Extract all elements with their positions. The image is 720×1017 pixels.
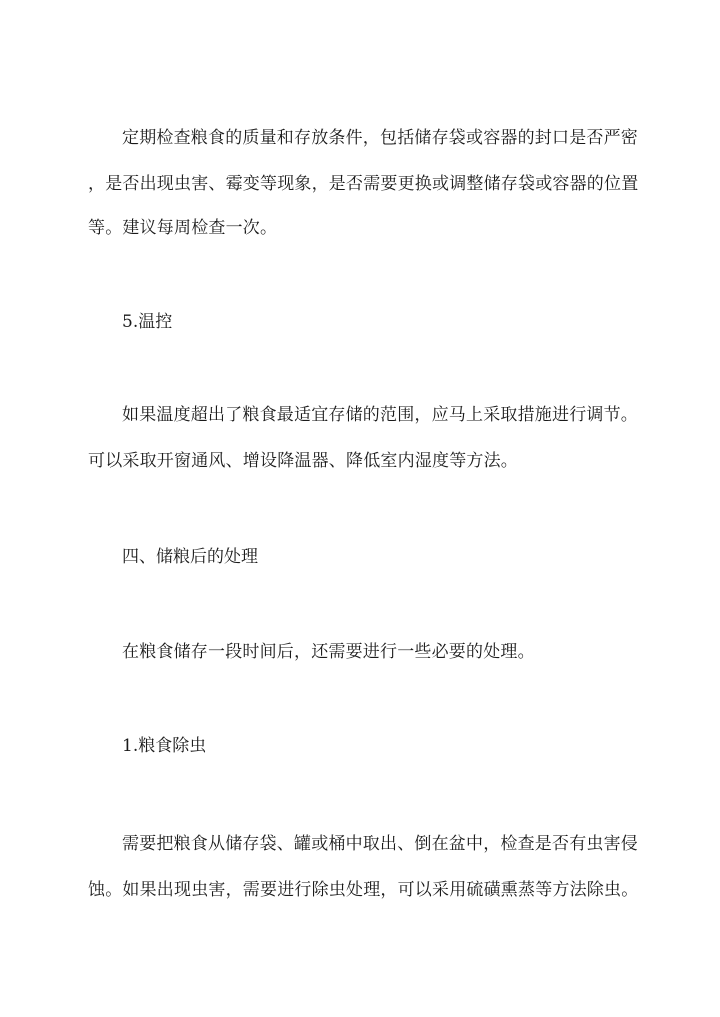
paragraph-line: 需要把粮食从储存袋、罐或桶中取出、倒在盆中，检查是否有虫害侵 <box>122 834 638 854</box>
paragraph-pest-removal <box>88 826 639 908</box>
paragraph-line: ，是否出现虫害、霉变等现象，是否需要更换或调整储存袋或容器的位置 <box>88 174 639 194</box>
heading-pest-removal: 1.粮食除虫 <box>122 736 207 756</box>
heading-post-storage: 四、储粮后的处理 <box>122 547 258 567</box>
paragraph-line: 蚀。如果出现虫害，需要进行除虫处理，可以采用硫磺熏蒸等方法除虫。 <box>88 880 639 900</box>
paragraph-temperature <box>88 397 636 479</box>
paragraph-line: 等。建议每周检查一次。 <box>88 218 278 238</box>
paragraph-post-storage-intro <box>88 634 636 670</box>
paragraph-line: 定期检查粮食的质量和存放条件，包括储存袋或容器的封口是否严密 <box>122 128 638 148</box>
paragraph-line: 如果温度超出了粮食最适宜存储的范围，应马上采取措施进行调节。 <box>122 405 638 425</box>
paragraph-line: 在粮食储存一段时间后，还需要进行一些必要的处理。 <box>122 642 535 662</box>
paragraph-line: 可以采取开窗通风、增设降温器、降低室内湿度等方法。 <box>88 451 518 471</box>
heading-temperature-control: 5.温控 <box>122 312 173 332</box>
paragraph-inspection <box>88 120 639 246</box>
